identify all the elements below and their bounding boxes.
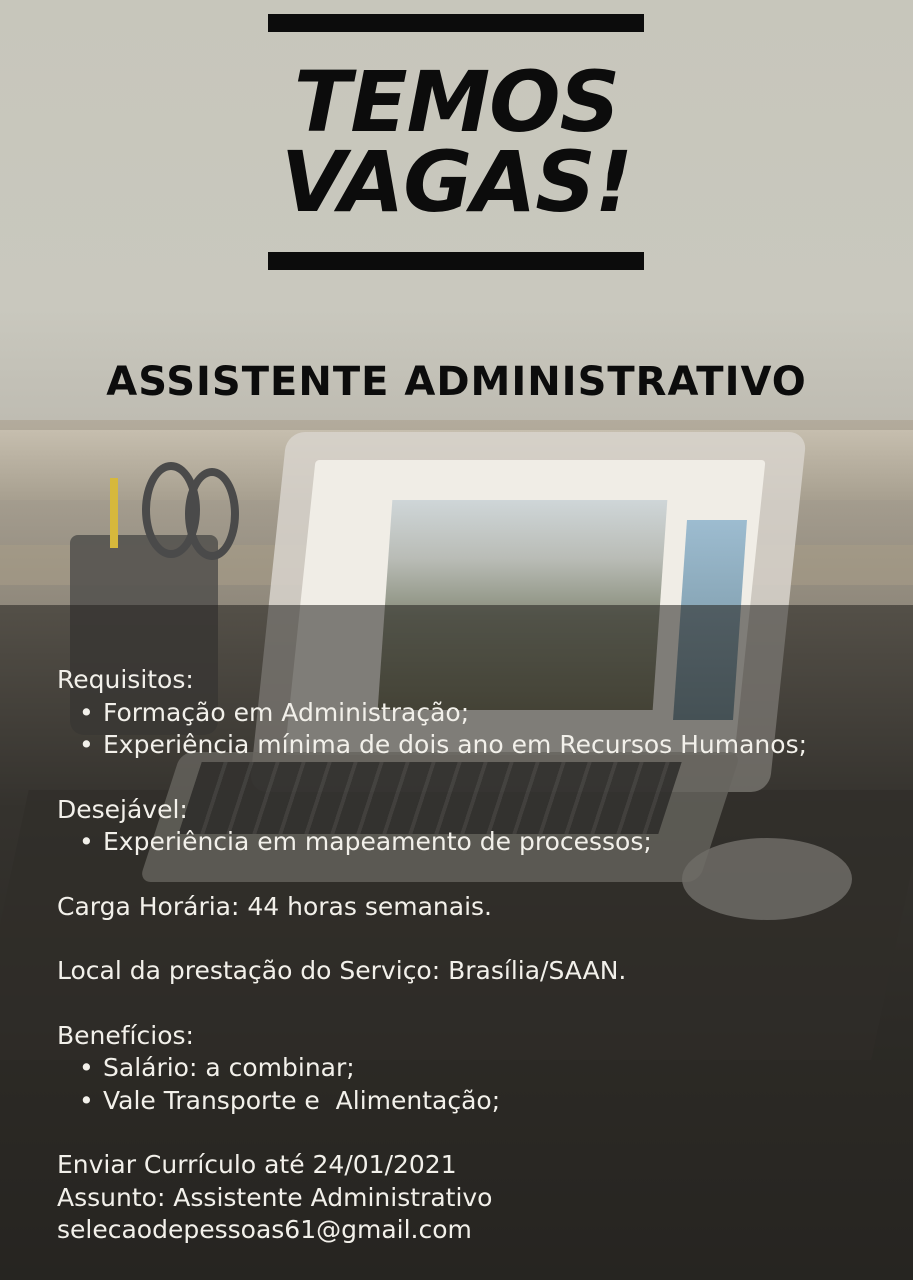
list-item: • Vale Transporte e Alimentação; [57,1085,897,1118]
list-item: • Formação em Administração; [57,697,897,730]
headline-line-1: TEMOS [293,53,620,151]
location-text: Local da prestação do Serviço: Brasília/SAAN. [57,956,627,985]
top-divider-bar [268,14,644,32]
job-title: ASSISTENTE ADMINISTRATIVO [106,359,807,405]
list-item: • Salário: a combinar; [57,1052,897,1085]
scissors-handle [185,468,239,560]
deadline-text: Enviar Currículo até 24/01/2021 [57,1150,457,1179]
email-text: selecaodepessoas61@gmail.com [57,1215,472,1244]
list-item: • Experiência mínima de dois ano em Recursos Humanos; [57,729,897,762]
desirable-list [57,826,897,859]
subject-text: Assunto: Assistente Administrativo [57,1182,493,1212]
list-item: • Experiência em mapeamento de processos; [57,826,897,859]
desirable-heading: Desejável: [57,794,188,824]
requirements-list [57,697,897,762]
benefits-list [57,1052,897,1117]
benefits-heading: Benefícios: [57,1020,194,1050]
pencil [110,478,118,548]
headline-line-2: VAGAS! [280,133,633,231]
bottom-divider-bar [268,252,644,270]
requirements-heading: Requisitos: [57,665,194,694]
job-details [57,664,897,1247]
workload-text: Carga Horária: 44 horas semanais. [57,891,492,921]
